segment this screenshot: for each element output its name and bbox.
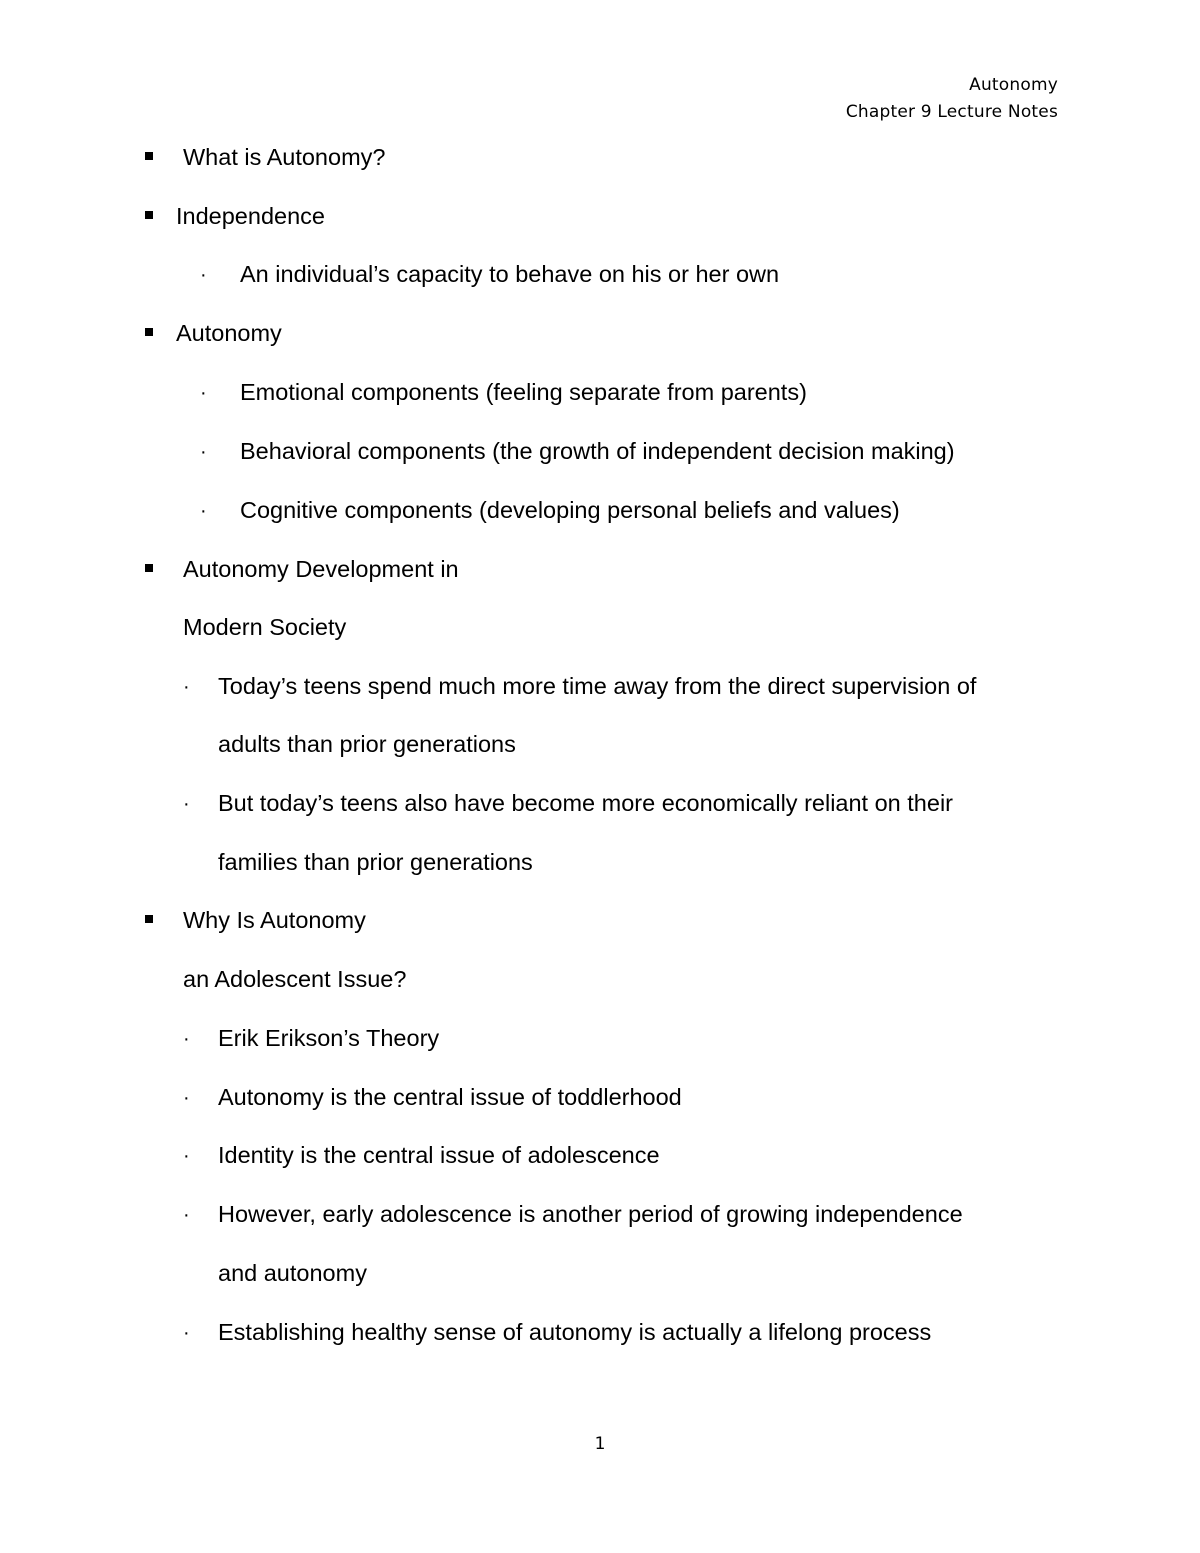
- dot-bullet-icon: ·: [200, 441, 207, 463]
- list-item-continuation: and autonomy: [218, 1260, 367, 1286]
- dot-bullet-icon: ·: [183, 1087, 190, 1109]
- list-item: An individual’s capacity to behave on his or her own: [240, 261, 780, 287]
- square-bullet-icon: [145, 564, 153, 572]
- list-item: Emotional components (feeling separate from parents): [240, 379, 807, 405]
- list-item: Identity is the central issue of adolescence: [218, 1142, 660, 1168]
- page-number: 1: [594, 1434, 606, 1454]
- list-item: Autonomy is the central issue of toddlerhood: [218, 1084, 682, 1110]
- square-bullet-icon: [145, 915, 153, 923]
- list-item: Establishing healthy sense of autonomy is actually a lifelong process: [218, 1319, 932, 1345]
- list-item: However, early adolescence is another period of growing independence: [218, 1201, 963, 1227]
- dot-bullet-icon: ·: [183, 793, 190, 815]
- dot-bullet-icon: ·: [183, 1322, 190, 1344]
- running-header: [846, 72, 1058, 126]
- header-title: Autonomy: [969, 75, 1058, 95]
- dot-bullet-icon: ·: [183, 1028, 190, 1050]
- heading-autonomy-development: Autonomy Development in: [183, 556, 459, 582]
- dot-bullet-icon: ·: [200, 382, 207, 404]
- dot-bullet-icon: ·: [183, 1204, 190, 1226]
- square-bullet-icon: [145, 328, 153, 336]
- list-item: Erik Erikson’s Theory: [218, 1025, 440, 1051]
- list-item: Today’s teens spend much more time away from the direct supervision of: [218, 673, 977, 699]
- heading-independence: Independence: [176, 203, 325, 229]
- list-item-continuation: adults than prior generations: [218, 731, 516, 757]
- header-subtitle: Chapter 9 Lecture Notes: [845, 102, 1058, 122]
- dot-bullet-icon: ·: [183, 1145, 190, 1167]
- list-item: But today’s teens also have become more economically reliant on their: [218, 790, 953, 816]
- dot-bullet-icon: ·: [183, 676, 190, 698]
- heading-what-is-autonomy: What is Autonomy?: [183, 144, 386, 170]
- heading-why-is-autonomy: Why Is Autonomy: [183, 907, 366, 933]
- dot-bullet-icon: ·: [200, 264, 207, 286]
- heading-continuation: Modern Society: [183, 614, 347, 640]
- dot-bullet-icon: ·: [200, 500, 207, 522]
- heading-continuation: an Adolescent Issue?: [183, 966, 407, 992]
- list-item: Cognitive components (developing personal beliefs and values): [240, 497, 900, 523]
- square-bullet-icon: [145, 152, 153, 160]
- list-item: Behavioral components (the growth of independent decision making): [240, 438, 955, 464]
- square-bullet-icon: [145, 211, 153, 219]
- list-item-continuation: families than prior generations: [218, 849, 533, 875]
- heading-autonomy: Autonomy: [176, 320, 282, 346]
